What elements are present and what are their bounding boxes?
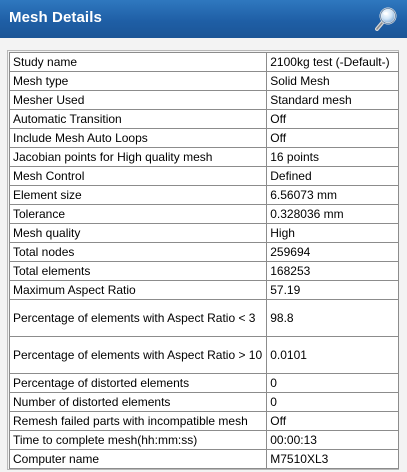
- panel-title: Mesh Details: [9, 9, 102, 26]
- table-row: [10, 205, 399, 224]
- row-value: Solid Mesh: [267, 72, 399, 91]
- table-row: [10, 243, 399, 262]
- row-value: 168253: [267, 262, 399, 281]
- row-label: Mesh type: [10, 72, 267, 91]
- table-row: [10, 72, 399, 91]
- row-value: Defined: [267, 167, 399, 186]
- row-label: Mesher Used: [10, 91, 267, 110]
- row-label: Percentage of elements with Aspect Ratio > 10: [10, 337, 267, 374]
- row-value: 6.56073 mm: [267, 186, 399, 205]
- magnifier-icon[interactable]: [375, 7, 397, 31]
- row-label: Total nodes: [10, 243, 267, 262]
- table-row: [10, 262, 399, 281]
- table-row: [10, 167, 399, 186]
- row-label: Include Mesh Auto Loops: [10, 129, 267, 148]
- row-value: 16 points: [267, 148, 399, 167]
- table-row: [10, 110, 399, 129]
- row-value: Off: [267, 110, 399, 129]
- row-value: 57.19: [267, 281, 399, 300]
- mesh-details-table: [9, 52, 399, 469]
- table-row: [10, 450, 399, 469]
- row-label: Computer name: [10, 450, 267, 469]
- row-value: High: [267, 224, 399, 243]
- row-label: Time to complete mesh(hh:mm:ss): [10, 431, 267, 450]
- table-row: [10, 224, 399, 243]
- row-value: Standard mesh: [267, 91, 399, 110]
- panel-header: [0, 0, 407, 38]
- row-value: 98.8: [267, 300, 399, 337]
- table-row: [10, 393, 399, 412]
- table-row: [10, 186, 399, 205]
- row-label: Percentage of distorted elements: [10, 374, 267, 393]
- row-label: Remesh failed parts with incompatible mesh: [10, 412, 267, 431]
- table-row: [10, 431, 399, 450]
- table-row: [10, 337, 399, 374]
- row-value: 2100kg test (-Default-): [267, 53, 399, 72]
- table-row: [10, 129, 399, 148]
- row-value: 00:00:13: [267, 431, 399, 450]
- row-value: Off: [267, 129, 399, 148]
- row-value: 0.328036 mm: [267, 205, 399, 224]
- table-row: [10, 412, 399, 431]
- table-row: [10, 91, 399, 110]
- row-value: 0.0101: [267, 337, 399, 374]
- row-label: Element size: [10, 186, 267, 205]
- table-row: [10, 53, 399, 72]
- row-label: Automatic Transition: [10, 110, 267, 129]
- row-label: Number of distorted elements: [10, 393, 267, 412]
- row-label: Mesh Control: [10, 167, 267, 186]
- row-value: 259694: [267, 243, 399, 262]
- row-label: Tolerance: [10, 205, 267, 224]
- row-label: Total elements: [10, 262, 267, 281]
- row-value: 0: [267, 374, 399, 393]
- row-value: 0: [267, 393, 399, 412]
- row-value: Off: [267, 412, 399, 431]
- row-label: Jacobian points for High quality mesh: [10, 148, 267, 167]
- row-label: Maximum Aspect Ratio: [10, 281, 267, 300]
- row-label: Percentage of elements with Aspect Ratio < 3: [10, 300, 267, 337]
- row-label: Mesh quality: [10, 224, 267, 243]
- table-row: [10, 374, 399, 393]
- magnifier-icon-graphic: [375, 7, 397, 31]
- panel-content: [0, 38, 407, 472]
- row-value: M7510XL3: [267, 450, 399, 469]
- table-row: [10, 148, 399, 167]
- table-row: [10, 281, 399, 300]
- table-row: [10, 300, 399, 337]
- row-label: Study name: [10, 53, 267, 72]
